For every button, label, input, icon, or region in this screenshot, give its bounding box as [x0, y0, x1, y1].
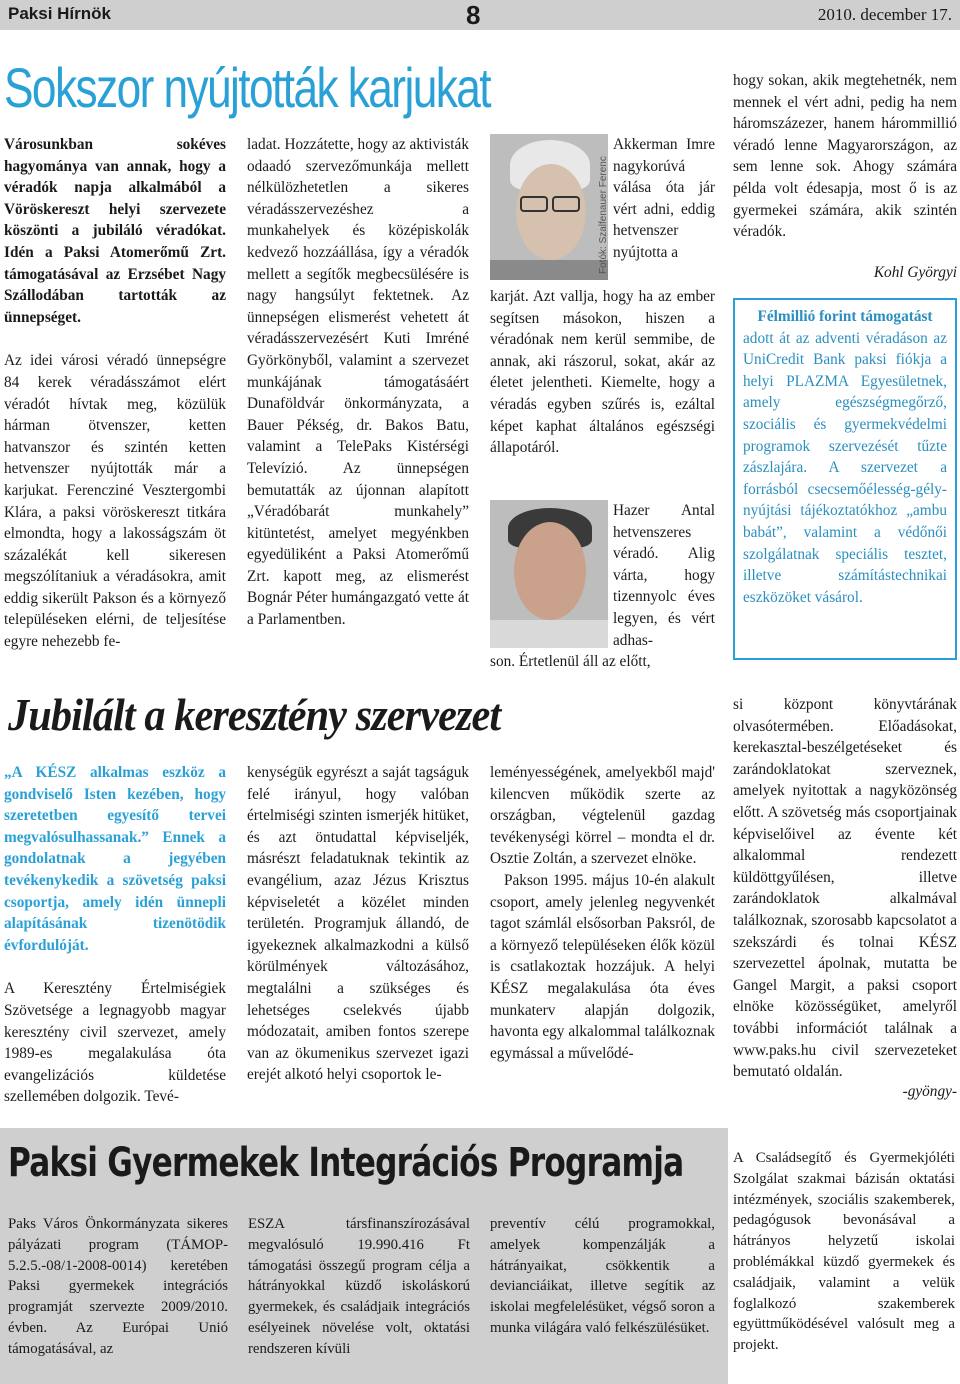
glasses-right: [552, 196, 580, 212]
article3-col2: [248, 1214, 470, 1360]
donation-box-headline: Félmillió forint támogatást: [757, 308, 933, 325]
photo-credit: Fotók: Szalfenauer Ferenc: [598, 156, 609, 274]
article2-col3-body: leményességének, amelyekből majd' kilencven működik szerte az országban, végtelenül gazdag tevékenységi körrel – mondta el dr. Osztie Zoltán, a szervezet elnöke.: [490, 764, 715, 868]
article1-lead: Városunkban sokéves hagyománya van annak, hogy a véradók napja alkalmából a Vöröskereszt helyi szervezete köszönti a jubiláló véradókat. Idén a Paksi Atomerőmű Zrt. támogatásával az Erzsébet Nagy Szállodában tartották az ünnepséget.: [4, 136, 226, 326]
article1-caption1: [613, 134, 715, 264]
portrait-photo-hazer: [490, 500, 608, 648]
glasses-left: [520, 196, 548, 212]
article1-col4-body: hogy sokan, akik megtehetnék, nem mennek el vért adni, pedig ha nem háromszázezer, hanem hárommillió véradó lenne Magyarországon, az sem lenne sok. Ahogy számára példa volt édesapja, most ő is az gyermekei számára, akik szintén véradók.: [733, 72, 957, 241]
article3-col1: [8, 1214, 228, 1360]
article1-col1-body: Az idei városi véradó ünnepségre 84 kerek véradásszámot elért véradót hívtak meg, közülük hárman ötvenszer, ketten hatvanszor és szintén ketten hetvenszer nyújtották már a karjukat. Ferencziné Vesztergombi Klára, a paksi vöröskereszt titkára elmondta, hogy a lakosságszám öt százalékát kell sikeresen megszólítaniuk a véradásokra, amit eddig sikerült Pakson és a környező településeken elérni, de teljesítése egyre nehezebb fe-: [4, 352, 226, 651]
article3-col2-body: ESZA társfinanszírozásával megvalósuló 19.990.416 Ft támogatási összegű program célja a hátrányokkal küzdő iskoláskorú gyermekek, és családjaik integrációs esélyeinek növelése volt, oktatási rendszeren kívüli: [248, 1216, 470, 1357]
article2-col1-body: A Keresztény Értelmiségiek Szövetsége a legnagyobb magyar keresztény civil szervezet, amely 1989-es megalakulása óta evangelizációs küldetése szellemében dolgozik. Tevé-: [4, 980, 226, 1106]
article1-col3-body2: son. Értetlenül áll az előtt,: [490, 653, 651, 670]
article3-col4-body: A Családsegítő és Gyermekjóléti Szolgálat szakmai bázisán oktatási intézmények, szociális szakemberek, pedagógusok bevonásával a hátrányos helyzetű iskolai problémákkal küzdő gyermekek és családjaik, valamint a velük foglalkozó szakemberek együttműködésével valósult meg a projekt.: [733, 1150, 955, 1354]
article1-col4: [733, 70, 957, 243]
caption-hazer: Hazer Antal hetvenszeres véradó. Alig várta, hogy tizennyolc éves legyen, és vért adhas-: [613, 502, 715, 649]
article1-col1: [4, 134, 226, 653]
article1-col3-body: karját. Azt vallja, hogy ha az ember segítsen másokon, hiszen a véradónak nem kerül semmibe, de annak, aki rászorul, sokat, akár az életet jelentheti. Kiemelte, hogy a véradás egyben szűrés is, ezáltal képet kaphat általános egészségi állapotáról.: [490, 288, 715, 457]
donation-box: [733, 298, 957, 660]
donation-box-body: adott át az adventi véradáson az UniCredit Bank paksi fiókja a helyi PLAZMA Egyesületnek, amely egészségmegőrző, szociális és gyermekvédelmi programok szervezését tűzte zászlajára. A szervezet a forrásból csecsemőélesség-gély-nyújtási tájékoztatókhoz „ambu babát”, valamint a védőnői szolgálatnak speciális tesztet, illetve számítástechnikai eszközöket vásárol.: [743, 329, 947, 606]
caption-akkerman: Akkerman Imre nagykorúvá válása óta jár vért adni, eddig hetvenszer nyújtotta a: [613, 136, 715, 261]
face-shape: [516, 164, 586, 260]
article2-author: -gyöngy-: [902, 1083, 957, 1100]
article3-col1-body: Paks Város Önkormányzata sikeres pályázati program (TÁMOP-5.2.5.-08/1-2008-0014) keretében Paksi gyermekek integrációs programját szervezte 2009/2010. évben. Az Európai Unió támogatásával, az: [8, 1216, 228, 1357]
article3-title: Paksi Gyermekek Integrációs Programja: [8, 1140, 684, 1186]
article2-col2-body: kenységük egyrészt a saját tagságuk felé irányul, hogy valóban értelmiségi szinten ismerjék hitüket, és azt öntudattal képviseljék, másrészt feladatuknak tekintik az evangélium, azaz Jézus Krisztus képviseletét a közélet minden területén. Programjuk állandó, de igyekeznek alkalmazkodni a külső körülmények változásához, megtalálni a szükséges és lehetséges cselekvés újabb módozatait, amiben fontos szerepe van az ökumenikus szervezet igazi erejét alkotó helyi csoportok le-: [247, 764, 469, 1084]
page-header: [0, 0, 960, 30]
article2-col4-body: si központ könyvtárának olvasótermében. Előadásokat, kerekasztal-beszélgetéseket és zarándoklatokat szerveznek, amelyek nyitottak a nagyközönség előtt. A szövetség más csoportjainak képviselőivel az évente két alkalommal rendezett küldöttgyűlésen, illetve zarándoklatok alkalmával találkoznak, szorosabb kapcsolatot a szekszárdi és tolnai KÉSZ szervezettel ápolnak, mutatta be Gangel Margit, a paksi csoport elnöke közösségüket, amelyről további információt találnak a www.paks.hu civil szervezeteket bemutató oldalán.: [733, 696, 957, 1081]
article1-col2-body: ladat. Hozzátette, hogy az aktivisták odaadó szervezőmunkája mellett nélkülözhetetlen a sikeres véradásszervezéshez a munkahelyek és középiskolák kedvező hozzáállása, így a véradók mellett a segítők megbecsülésére is nagy hangsúlyt fektetnek. Az ünnepségen elismerést vehetett át véradásszervezésért Kuti Imréné Györkönyből, valamint a szervezet munkájának támogatásáért Dunaföldvár önkormányzata, a Bauer Pékség, dr. Bakos Batu, valamint a TelePaks Kistérségi Televízió. Az ünnepségen bemutatták az újonnan alapított „Véradóbarát munkahely” kitüntetést, amelyet megyénkben egyedüliként a Paksi Atomerőmű Zrt. kapott meg, az elismerést Bognár Péter humángazgató vette át a Parlamentben.: [247, 136, 469, 629]
paper-name: Paksi Hírnök: [8, 4, 111, 23]
article1-col3-end: [490, 651, 715, 673]
article2-col2: [247, 762, 469, 1086]
face-shape: [514, 522, 586, 620]
article1-caption2: [613, 500, 715, 651]
article2-col1: [4, 762, 226, 1108]
article2-title: Jubilált a keresztény szervezet: [8, 689, 501, 740]
article2-col3-body2: Pakson 1995. május 10-én alakult csoport, amely jelenleg negyvenkét tagot számlál elsősorban Paksról, de a környező településeken élők közül is csatlakoztak hozzájuk. A helyi KÉSZ megalakulása óta éves munkaterv alapján dolgozik, havonta egy alkalommal találkoznak egymással a művelődé-: [490, 871, 715, 1062]
article1-col3: [490, 286, 715, 459]
article3-col4: [733, 1148, 955, 1356]
article2-col3: [490, 762, 715, 1064]
shirt-shape: [490, 260, 608, 280]
shirt-shape: [490, 620, 608, 648]
page-number: 8: [466, 0, 481, 30]
issue-date: 2010. december 17.: [817, 5, 952, 24]
portrait-photo-akkerman: [490, 134, 608, 280]
article2-lead: „A KÉSZ alkalmas eszköz a gondviselő Isten kezében, hogy szeretetben egyesítő tervei megvalósulhassanak.” Ennek a gondolatnak a jegyében tevékenykedik a szövetség paksi csoportja, amely idén ünnepli alapításának tizenötödik évfordulóját.: [4, 764, 226, 954]
article1-col2: [247, 134, 469, 631]
article1-author: Kohl Györgyi: [873, 264, 957, 281]
article1-title: Sokszor nyújtották karjukat: [4, 56, 490, 119]
article2-col4: [733, 694, 957, 1083]
article3-col3: [490, 1214, 715, 1339]
article3-col3-body: preventív célú programokkal, amelyek kompenzálják a hátrányaikat, csökkentik a devianciáikat, illetve segítik az iskolai megfelelésüket, végső soron a munka világára való felkészülésüket.: [490, 1216, 715, 1336]
